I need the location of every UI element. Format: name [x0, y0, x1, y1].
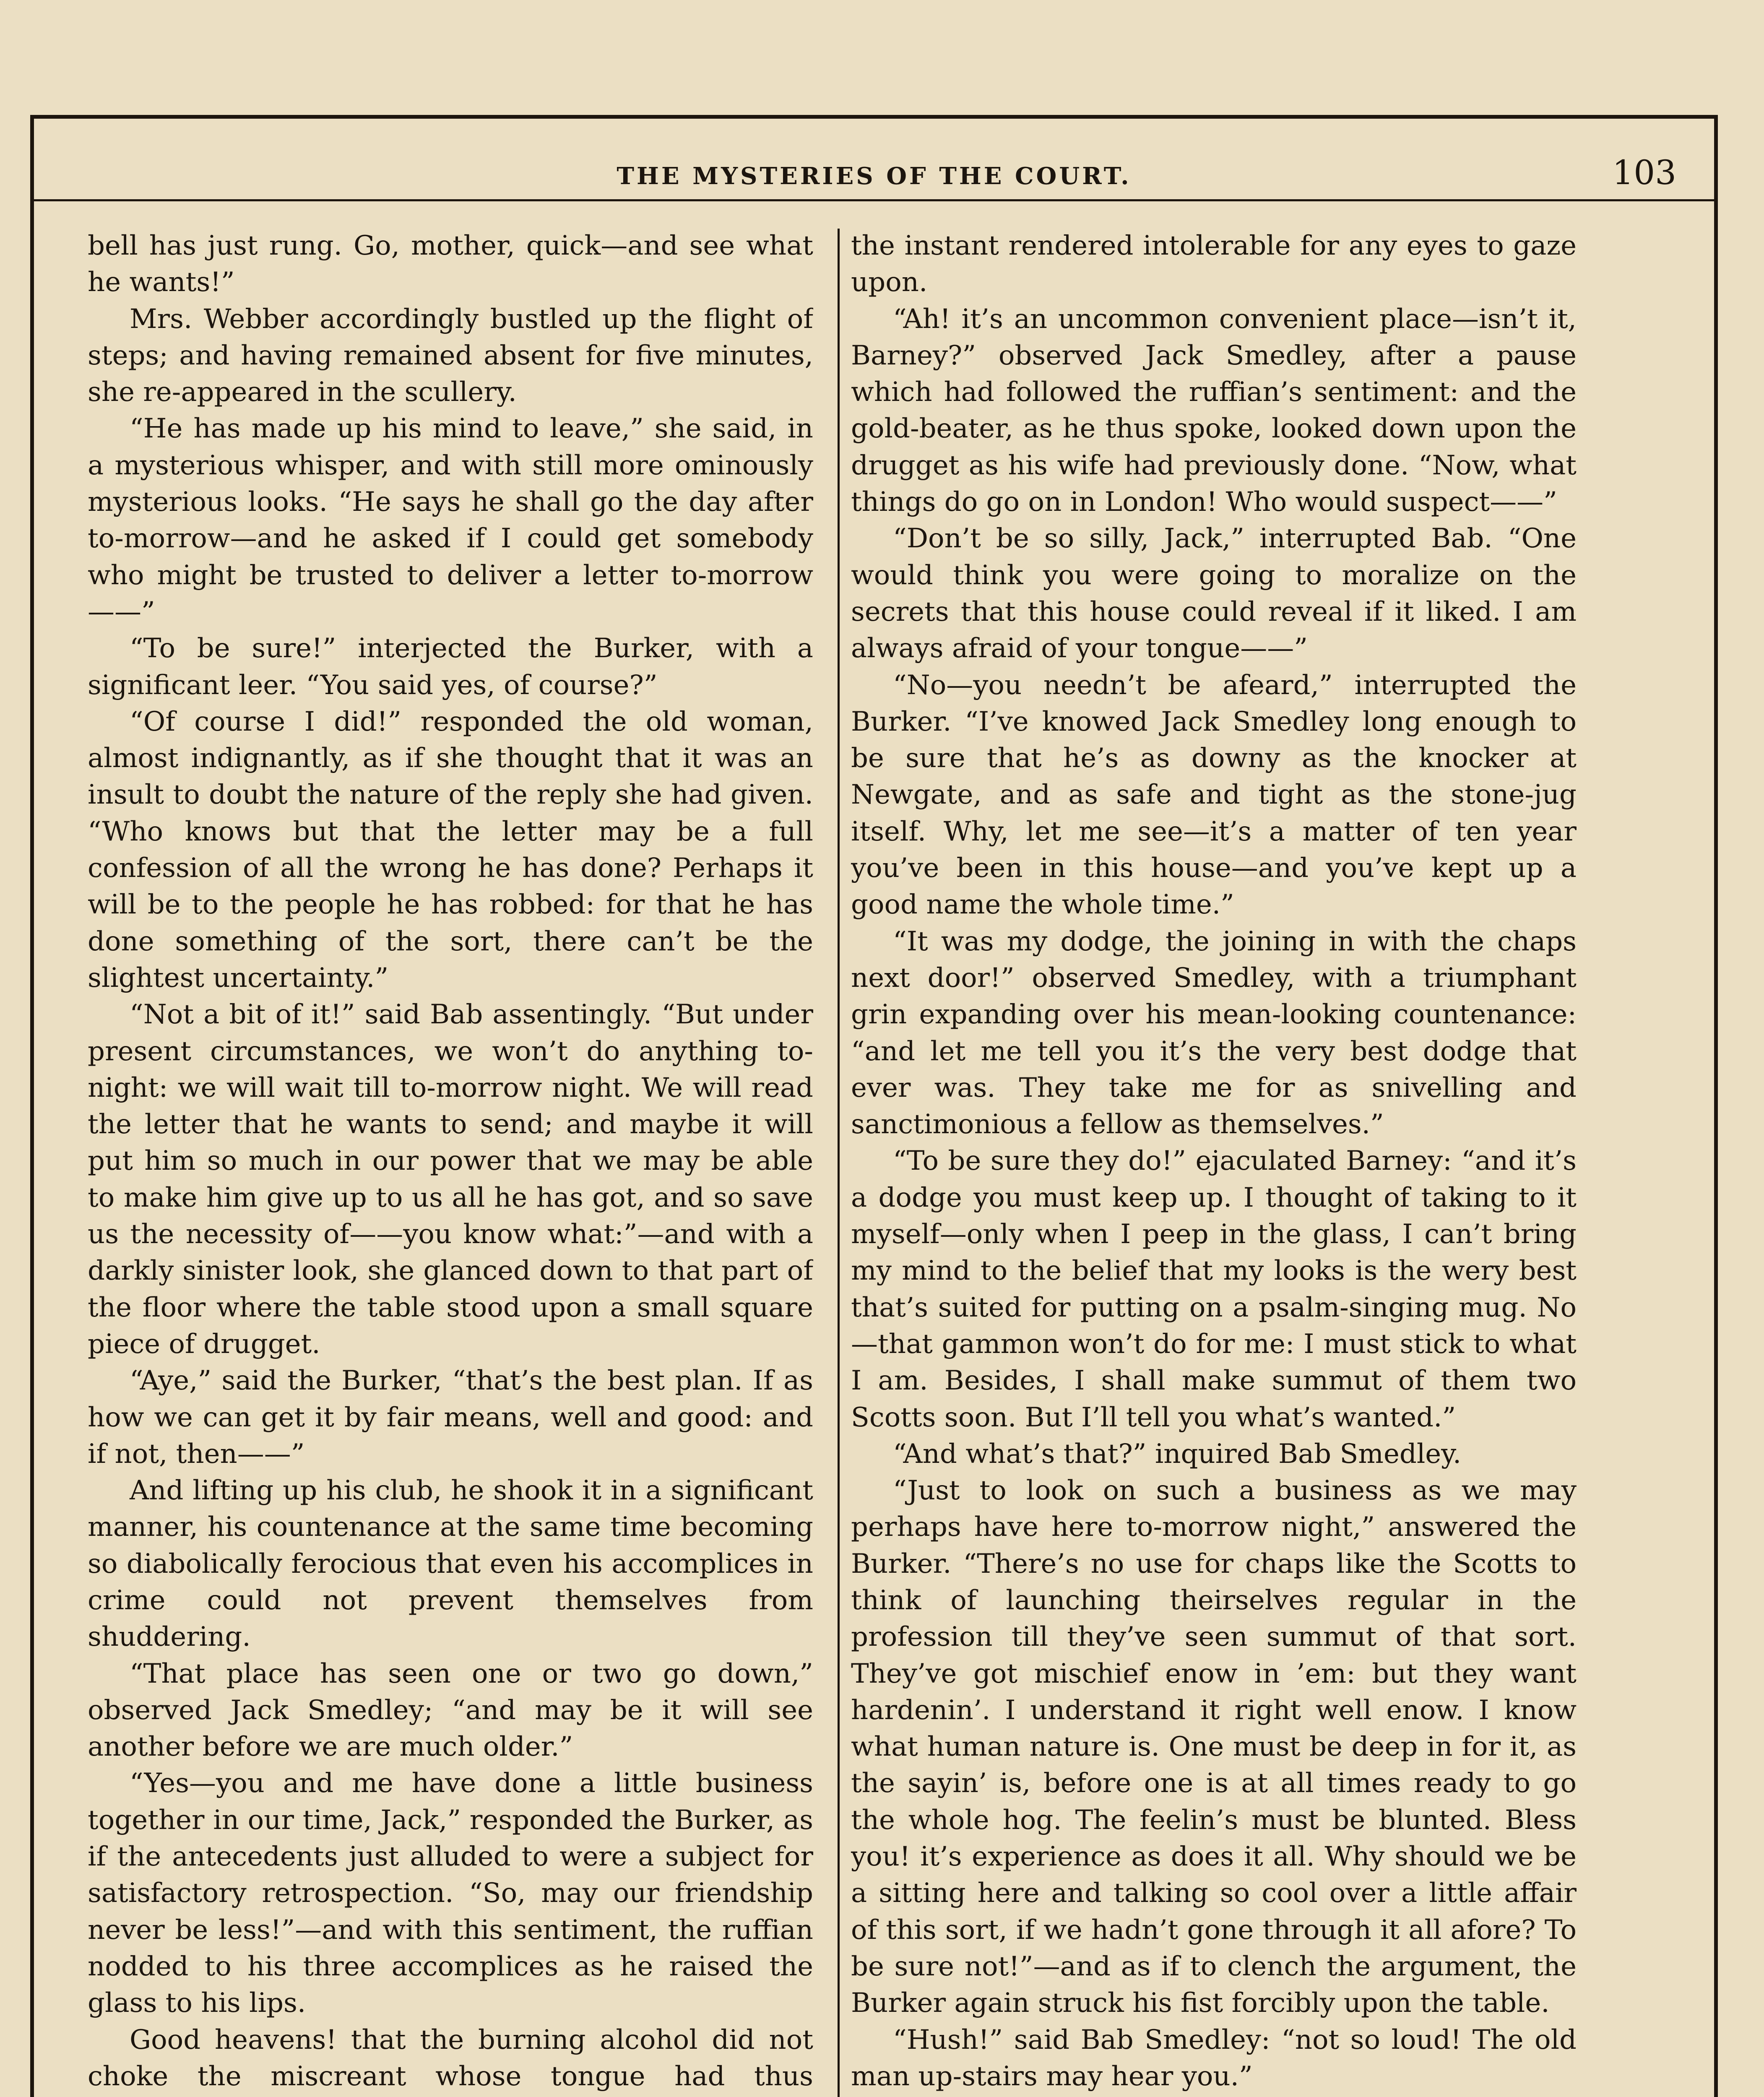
paragraph: “Of course I did!” responded the old woman, almost indignantly, as if she thought that it was an insult to doubt the nature of the reply she had given. “Who knows but that the letter may be a full confession of all the wrong he has done? Perhaps it will be to the people he has robbed: for that he has done something of the sort, there can’t be the slightest uncertainty.”	[88, 706, 813, 994]
header-rule	[34, 199, 1714, 201]
paragraph: “And what’s that?” inquired Bab Smedley.	[893, 1438, 1462, 1470]
running-title: THE MYSTERIES OF THE COURT.	[617, 162, 1132, 190]
paragraph: Good heavens! that the burning alcohol did not choke the miscreant whose tongue had thus	[88, 2024, 813, 2092]
paragraph: Mrs. Webber accordingly bustled up the flight of steps; and having remained absent for five minutes, she re-appeared in the scullery.	[88, 303, 813, 408]
column-divider	[838, 229, 840, 2097]
left-column	[88, 228, 813, 2097]
paragraph: “Don’t be so silly, Jack,” interrupted Bab. “One would think you were going to moralize on the secrets that this house could reveal if it liked. I am always afraid of your tongue——”	[851, 523, 1577, 664]
paragraph: the instant rendered intolerable for any eyes to gaze upon.	[851, 230, 1577, 298]
paragraph: “Just to look on such a business as we may perhaps have here to-morrow night,” answered the Burker. “There’s no use for chaps like the Scotts to think of launching theirselves regular in the profession till they’ve seen summut of that sort. They’ve got mischief enow in ’em: but they want hardenin’. I understand it right well enow. I know what human nature is. One must be deep in for it, as the sayin’ is, before one is at all times ready to go the whole hog. The feelin’s must be blunted. Bless you! it’s experience as does it all. Why should we be a sitting here and talking so cool over a little affair of this sort, if we hadn’t gone through it all afore? To be sure not!”—and as if to clench the argument, the Burker again struck his fist forcibly upon the table.	[851, 1475, 1577, 2019]
page-number: 103	[1612, 153, 1676, 192]
paragraph: And lifting up his club, he shook it in a significant manner, his countenance at the same time becoming so diabolically ferocious that even his accomplices in crime could not prevent themselves from shuddering.	[88, 1475, 813, 1653]
paragraph: “Aye,” said the Burker, “that’s the best plan. If as how we can get it by fair means, well and good: and if not, then——”	[88, 1365, 813, 1470]
page-frame	[30, 115, 1718, 2097]
paragraph: “To be sure they do!” ejaculated Barney: “and it’s a dodge you must keep up. I thought of taking to it myself—only when I peep in the glass, I can’t bring my mind to the belief that my looks is the wery best that’s suited for putting on a psalm-singing mug. No—that gammon won’t do for me: I must stick to what I am. Besides, I shall make summut of them two Scotts soon. But I’ll tell you what’s wanted.”	[851, 1145, 1577, 1433]
paragraph: bell has just rung. Go, mother, quick—and see what he wants!”	[88, 230, 813, 298]
paragraph: “That place has seen one or two go down,” observed Jack Smedley; “and may be it will see another before we are much older.”	[88, 1658, 813, 1763]
paragraph: “Ah! it’s an uncommon convenient place—isn’t it, Barney?” observed Jack Smedley, after a pause which had followed the ruffian’s sentiment: and the gold-beater, as he thus spoke, looked down upon the drugget as his wife had previously done. “Now, what things do go on in London! Who would suspect——”	[851, 303, 1577, 518]
paragraph: “No—you needn’t be afeard,” interrupted the Burker. “I’ve knowed Jack Smedley long enough to be sure that he’s as downy as the knocker at Newgate, and as safe and tight as the stone-jug itself. Why, let me see—it’s a matter of ten year you’ve been in this house—and you’ve kept up a good name the whole time.”	[851, 669, 1577, 921]
paragraph: “It was my dodge, the joining in with the chaps next door!” observed Smedley, with a triumphant grin expanding over his mean-looking countenance: “and let me tell you it’s the very best dodge that ever was. They take me for as snivelling and sanctimonious a fellow as themselves.”	[851, 926, 1577, 1140]
paragraph	[851, 2095, 1577, 2097]
paragraph: “He has made up his mind to leave,” she said, in a mysterious whisper, and with still more ominously mysterious looks. “He says he shall go the day after to-morrow—and he asked if I could get somebody who might be trusted to deliver a letter to-morrow——”	[88, 413, 813, 627]
right-column	[851, 228, 1577, 2097]
paragraph: “Not a bit of it!” said Bab assentingly. “But under present circumstances, we won’t do anything to-night: we will wait till to-morrow night. We will read the letter that he wants to send; and maybe it will put him so much in our power that we may be able to make him give up to us all he has got, and so save us the necessity of——you know what:”—and with a darkly sinister look, she glanced down to that part of the floor where the table stood upon a small square piece of drugget.	[88, 999, 813, 1360]
page-header	[34, 153, 1714, 192]
paragraph: “To be sure!” interjected the Burker, with a significant leer. “You said yes, of course?”	[88, 633, 813, 701]
paragraph: “Yes—you and me have done a little business together in our time, Jack,” responded the Burker, as if the antecedents just alluded to were a subject for satisfactory retrospection. “So, may our friendship never be less!”—and with this sentiment, the ruffian nodded to his three accomplices as he raised the glass to his lips.	[88, 1768, 813, 2019]
paragraph: “Hush!” said Bab Smedley: “not so loud! The old man up-stairs may hear you.”	[851, 2024, 1577, 2092]
